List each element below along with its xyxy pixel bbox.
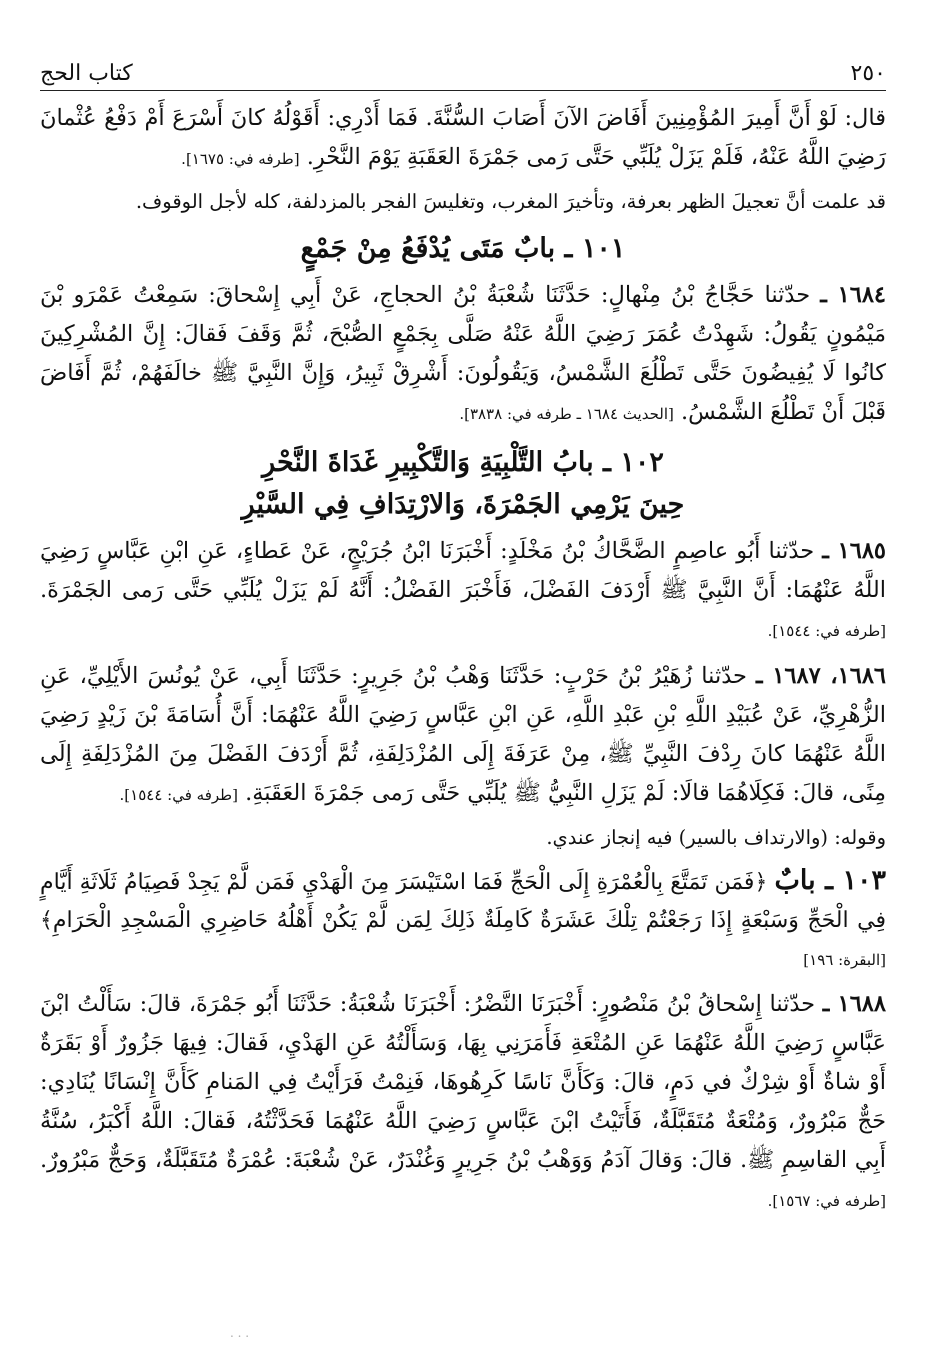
page-number: ٢٥٠: [850, 61, 886, 86]
hadith-1685-ref: [طرفه في: ١٥٤٤].: [767, 622, 886, 640]
hadith-1686-text: حدّثنا زُهَيْرُ بْنُ حَرْبٍ: حَدَّثَنَا وَهْبُ بْنُ جَرِيرٍ: حَدَّثَنَا أَبِي، عَنْ يُونُسَ الأَيْلِيِّ، عَنِ الزُّهْرِيِّ، عَنْ عُبَيْدِ اللَّهِ بْنِ عَبْدِ اللَّهِ، عَنِ ابْنِ عَبَّاسٍ رَضِيَ اللَّهُ عَنْهُمَا: أَنَّ أُسَامَةَ بْنَ زَيْدٍ رَضِيَ اللَّهُ عَنْهُمَا كانَ رِدْفَ النَّبِيِّ ﷺ، مِنْ عَرَفَةَ إِلَى المُزْدَلِفَةِ، ثُمَّ أَرْدَفَ الفَضْلَ مِنَ المُزْدَلِفَةِ إِلَى مِنًى، قالَ: فَكِلَاهُمَا قالَا: لَمْ يَزَلِ النَّبِيُّ ﷺ يُلَبِّي حَتَّى رَمى جَمْرَةَ العَقَبَةِ.: [40, 663, 886, 806]
scan-mark: . . .: [230, 1326, 250, 1340]
hadith-1688-ref: [طرفه في: ١٥٦٧].: [767, 1192, 886, 1210]
chapter-103-label: ١٠٣ ـ بابٌ: [774, 865, 886, 896]
top-quote-paragraph: [40, 99, 886, 179]
book-page: [40, 52, 886, 1221]
chapter-102-title-line2: حِينَ يَرْمِي الجَمْرَةَ، وَالارْتِدَافِ فِي السَّيْرِ: [241, 489, 685, 520]
hadith-1684-ref: [الحديث ١٦٨٤ ـ طرفه في: ٣٨٣٨].: [459, 405, 674, 423]
hadith-1684-number: ١٦٨٤ ـ: [820, 282, 886, 308]
hadith-1688-number: ١٦٨٨ ـ: [822, 991, 886, 1017]
hadith-1685-number: ١٦٨٥ ـ: [822, 538, 886, 564]
chapter-103-ref: [البقرة: ١٩٦]: [803, 951, 886, 969]
hadith-1688: [40, 985, 886, 1221]
hadith-1685: [40, 532, 886, 651]
hadith-1688-text: حدّثنا إِسْحاقُ بْنُ مَنْصُورٍ: أَخْبَرَنَا النَّضْرُ: أَخْبَرَنَا شُعْبَةُ: حَدَّثَنَا أَبُو جَمْرَةَ، قالَ: سَأَلْتُ ابْنَ عَبَّاسٍ رَضِيَ اللَّهُ عَنْهُمَا عَنِ المُتْعَةِ فَأَمَرَنِي بِهَا، وَسَأَلْتُهُ عَنِ الهَدْيِ، فَقالَ: فِيهَا جَزُورٌ أَوْ بَقَرَةٌ أَوْ شاةٌ أَوْ شِرْكٌ في دَمٍ، قالَ: وَكَأَنَّ نَاسًا كَرِهُوهَا، فَنِمْتُ فَرَأَيْتُ فِي المَنامِ كَأَنَّ إِنْسَانًا يُنَادِي: حَجٌّ مَبْرُورٌ، وَمُتْعَةٌ مُتَقَبَّلَةٌ، فَأَتَيْتُ ابْنَ عَبَّاسٍ رَضِيَ اللَّهُ عَنْهُمَا فَحَدَّثْتُهُ، فَقالَ: اللَّهُ أَكْبَرُ، سُنَّةُ أَبِي القاسِمِ ﷺ. قالَ: وَقالَ آدَمُ وَوَهْبُ بْنُ جَرِيرٍ وَغُنْدَرٌ، عَنْ شُعْبَةَ: عُمْرَةٌ مُتَقَبَّلَةٌ، وَحَجٌّ مَبْرُورٌ.: [40, 991, 886, 1173]
hadith-1686: [40, 657, 886, 815]
top-quote-ref: [طرفه في: ١٦٧٥].: [181, 150, 300, 168]
hadith-1685-text: حدّثنا أَبُو عاصِمٍ الضَّحَّاكُ بْنُ مَخْلَدٍ: أَخْبَرَنَا ابْنُ جُرَيْجٍ، عَنْ عَطاءٍ، عَنِ ابْنِ عَبَّاسٍ رَضِيَ اللَّهُ عَنْهُمَا: أَنَّ النَّبِيَّ ﷺ أَرْدَفَ الفَضْلَ، فَأَخْبَرَ الفَضْلُ: أَنَّهُ لَمْ يَزَلْ يُلَبِّي حَتَّى رَمى الجَمْرَةَ.: [40, 538, 886, 603]
hadith-1686-number: ١٦٨٦، ١٦٨٧ ـ: [755, 663, 886, 689]
top-quote-text: قال: لَوْ أَنَّ أَمِيرَ المُؤْمِنِينَ أَفَاضَ الآنَ أَصَابَ السُّنَّةَ. فَمَا أَدْرِي: أَقَوْلُهُ كانَ أَسْرَعَ أَمْ دَفْعُ عُثْمانَ رَضِيَ اللَّهُ عَنْهُ، فَلَمْ يَزَلْ يُلَبِّي حَتَّى رَمى جَمْرَةَ العَقَبَةِ يَوْمَ النَّحْرِ.: [40, 105, 886, 170]
chapter-102-title-line1: ١٠٢ ـ بابُ التَّلْبِيَةِ وَالتَّكْبِيرِ غَدَاةَ النَّحْرِ: [262, 447, 664, 478]
hadith-1684: [40, 276, 886, 434]
chapter-103-title: [40, 862, 886, 979]
header-rule: [40, 90, 886, 91]
hadith-1686-ref: [طرفه في: ١٥٤٤].: [119, 786, 238, 804]
commentary-2: وقوله: (والارتداف بالسير) فيه إنجاز عندي.: [546, 826, 886, 849]
page-header: [40, 52, 886, 86]
hadith-1684-text: حدّثنا حَجَّاجُ بْنُ مِنْهالٍ: حَدَّثَنَا شُعْبَةُ بْنُ الحجاجِ، عَنْ أَبِي إِسْحاقَ: سَمِعْتُ عَمْرَو بْنَ مَيْمُونٍ يَقُولُ: شَهِدْتُ عُمَرَ رَضِيَ اللَّهُ عَنْهُ صَلَّى بِجَمْعٍ الصُّبْحَ، ثُمَّ وَقَفَ فَقالَ: إِنَّ المُشْرِكِينَ كانُوا لَا يُفِيضُونَ حَتَّى تَطْلُعَ الشَّمْسُ، وَيَقُولُونَ: أَشْرِقْ ثَبِيرُ، وَإِنَّ النَّبِيَّ ﷺ خالَفَهُمْ، ثُمَّ أَفَاضَ قَبْلَ أَنْ تَطْلُعَ الشَّمْسُ.: [40, 282, 886, 425]
chapter-101-title: ١٠١ ـ بابٌ مَتَى يُدْفَعُ مِنْ جَمْعٍ: [300, 233, 626, 264]
chapter-103-verse: ﴿فَمَن تَمَتَّعَ بِالْعُمْرَةِ إِلَى الْحَجِّ فَمَا اسْتَيْسَرَ مِنَ الْهَدْيِ فَمَن لَّمْ يَجِدْ فَصِيَامُ ثَلَاثَةِ أَيَّامٍ فِي الْحَجِّ وَسَبْعَةٍ إِذَا رَجَعْتُمْ تِلْكَ عَشَرَةٌ كَامِلَةٌ ذَلِكَ لِمَن لَّمْ يَكُنْ أَهْلُهُ حَاضِرِي الْمَسْجِدِ الْحَرَامِ﴾: [40, 870, 886, 933]
commentary-1: قد علمت أنَّ تعجيلَ الظهر بعرفة، وتأخيرَ المغرب، وتغليسَ الفجر بالمزدلفة، كله لأجل الوقوف.: [135, 190, 886, 213]
book-title: كتاب الحج: [40, 61, 133, 86]
